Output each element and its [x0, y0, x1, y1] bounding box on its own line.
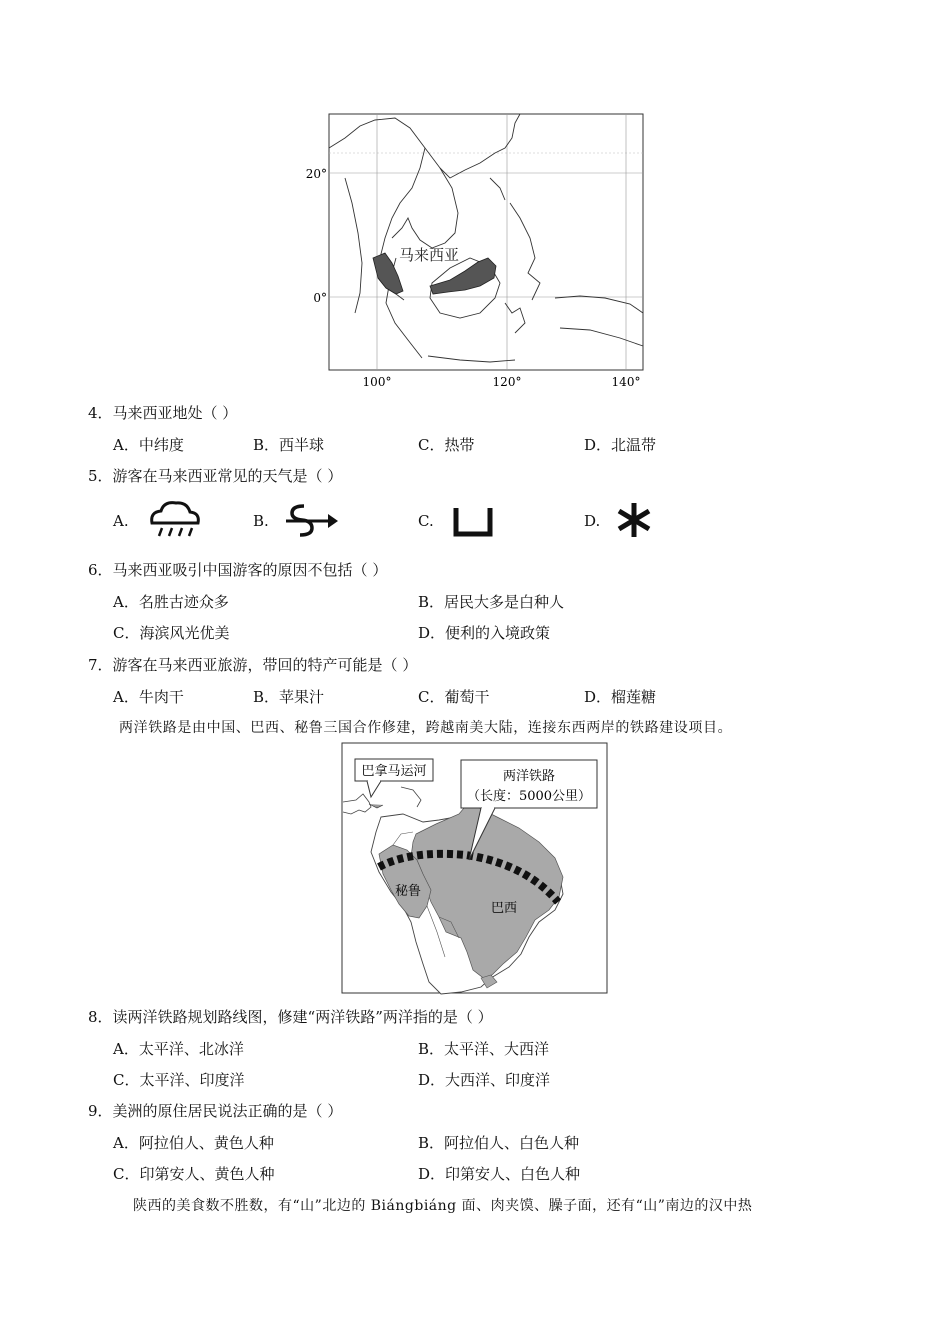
lat-label-0: 0° — [313, 291, 327, 305]
passage-shaanxi-food: 陕西的美食数不胜数，有“山”北边的 Biángbiáng 面、肉夹馍、臊子面，还有“山”南边的汉中热 — [133, 1198, 753, 1214]
q8-option-c[interactable]: C．太平洋、印度洋 — [113, 1071, 245, 1089]
q8-option-a[interactable]: A．太平洋、北冰洋 — [113, 1040, 244, 1058]
q4-option-d[interactable]: D．北温带 — [584, 436, 657, 454]
question-4-stem: 4．马来西亚地处（ ） — [88, 404, 238, 422]
railway-callout-title: 两洋铁路 — [502, 769, 556, 784]
lat-label-20: 20° — [305, 167, 327, 181]
malaysia-label: 马来西亚 — [399, 246, 460, 264]
south-america-railway-map — [341, 742, 609, 995]
q4-option-b[interactable]: B．西半球 — [253, 436, 325, 454]
peru-label: 秘鲁 — [395, 884, 422, 899]
q5-option-a[interactable]: A. — [113, 512, 129, 530]
q9-option-c[interactable]: C．印第安人、黄色人种 — [113, 1165, 275, 1183]
q9-option-b[interactable]: B．阿拉伯人、白色人种 — [418, 1134, 580, 1152]
railway-callout-length: （长度：5000公里） — [466, 789, 592, 804]
q5-option-d[interactable]: D. — [584, 512, 601, 530]
q9-option-d[interactable]: D．印第安人、白色人种 — [418, 1165, 581, 1183]
lon-label-100: 100° — [362, 375, 392, 389]
q6-option-c[interactable]: C．海滨风光优美 — [113, 624, 230, 642]
q6-option-a[interactable]: A．名胜古迹众多 — [113, 593, 229, 611]
brazil-label: 巴西 — [491, 901, 518, 916]
q7-option-b[interactable]: B．苹果汁 — [253, 688, 325, 706]
question-6-stem: 6．马来西亚吸引中国游客的原因不包括（ ） — [88, 561, 388, 579]
snowflake-icon — [614, 500, 654, 540]
q7-option-a[interactable]: A．牛肉干 — [113, 688, 184, 706]
cold-front-icon — [452, 505, 494, 537]
q4-option-c[interactable]: C．热带 — [418, 436, 475, 454]
q6-option-b[interactable]: B．居民大多是白种人 — [418, 593, 565, 611]
passage-railway: 两洋铁路是由中国、巴西、秘鲁三国合作修建，跨越南美大陆，连接东西两岸的铁路建设项目。 — [119, 720, 733, 736]
q6-option-d[interactable]: D．便利的入境政策 — [418, 624, 551, 642]
q5-option-c[interactable]: C. — [418, 512, 434, 530]
q4-option-a[interactable]: A．中纬度 — [113, 436, 184, 454]
q7-option-c[interactable]: C．葡萄干 — [418, 688, 490, 706]
southeast-asia-map — [300, 108, 660, 393]
lon-label-140: 140° — [611, 375, 641, 389]
q8-option-d[interactable]: D．大西洋、印度洋 — [418, 1071, 551, 1089]
question-8-stem: 8．读两洋铁路规划路线图，修建“两洋铁路”两洋指的是（ ） — [88, 1008, 493, 1026]
q9-option-a[interactable]: A．阿拉伯人、黄色人种 — [113, 1134, 274, 1152]
lon-label-120: 120° — [492, 375, 522, 389]
question-5-stem: 5．游客在马来西亚常见的天气是（ ） — [88, 467, 343, 485]
q5-option-b[interactable]: B. — [253, 512, 269, 530]
q8-option-b[interactable]: B．太平洋、大西洋 — [418, 1040, 550, 1058]
panama-canal-label: 巴拿马运河 — [361, 764, 427, 779]
question-7-stem: 7．游客在马来西亚旅游，带回的特产可能是（ ） — [88, 656, 418, 674]
question-9-stem: 9．美洲的原住居民说法正确的是（ ） — [88, 1102, 343, 1120]
q7-option-d[interactable]: D．榴莲糖 — [584, 688, 657, 706]
rain-cloud-icon — [146, 498, 204, 540]
sandstorm-icon — [282, 500, 340, 540]
